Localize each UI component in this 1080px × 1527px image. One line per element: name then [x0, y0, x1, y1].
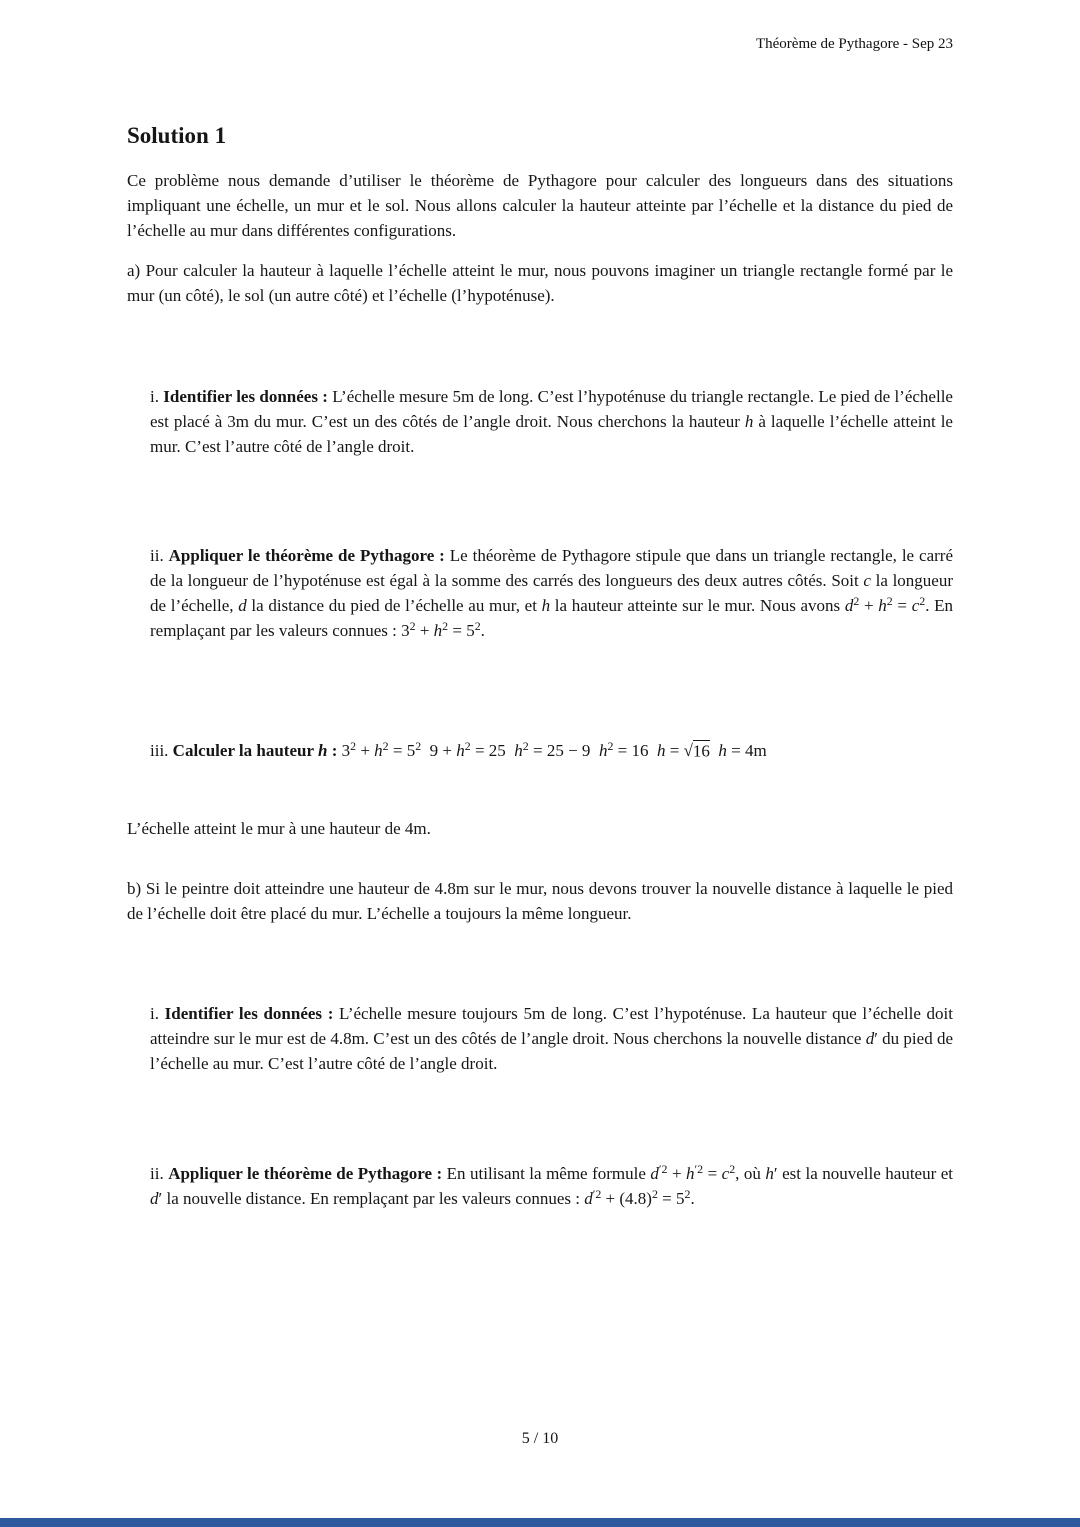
list-item-a-i: i. Identifier les données : L’échelle mesure 5m de long. C’est l’hypoténuse du triangle rectangle. Le pied de l’échelle est placé à 3m du mur. C’est un des côtés de l’angle droit. Nous cherchons la hauteur h à laquelle l’échelle atteint le mur. C’est l’autre côté de l’angle droit.	[150, 387, 953, 456]
paragraph-conclusion-a: L’échelle atteint le mur à une hauteur de 4m.	[127, 819, 431, 838]
list-item-a-ii: ii. Appliquer le théorème de Pythagore : Le théorème de Pythagore stipule que dans un triangle rectangle, le carré de la longueur de l’hypoténuse est égal à la somme des carrés des longueurs des deux autres côtés. Soit c la longueur de l’échelle, d la distance du pied de l’échelle au mur, et h la hauteur atteinte sur le mur. Nous avons $d^2 + h^2 = c^2$. En remplaçant par les valeurs connues : $3^2 + h^2 = 5^2$.	[150, 546, 954, 640]
page-header-text: Théorème de Pythagore - Sep 23	[755, 36, 953, 52]
paragraph-part-b: b) Si le peintre doit atteindre une hauteur de 4.8m sur le mur, nous devons trouver la nouvelle distance à laquelle le pied de l’échelle doit être placé du mur. L’échelle a toujours la même longueur.	[127, 879, 953, 923]
page-header	[127, 34, 953, 54]
list-item-b-i: i. Identifier les données : L’échelle mesure toujours 5m de long. C’est l’hypoténuse. La hauteur que l’échelle doit atteindre sur le mur est de 4.8m. C’est un des côtés de l’angle droit. Nous cherchons la nouvelle distance d′ du pied de l’échelle au mur. C’est l’autre côté de l’angle droit.	[150, 1004, 953, 1073]
paragraph-part-a: a) Pour calculer la hauteur à laquelle l’échelle atteint le mur, nous pouvons imaginer un triangle rectangle formé par le mur (un côté), le sol (un autre côté) et l’échelle (l’hypoténuse).	[127, 261, 953, 305]
page-number: 5 / 10	[521, 1430, 559, 1447]
section-title: Solution 1	[127, 123, 227, 148]
paragraph-intro: Ce problème nous demande d’utiliser le théorème de Pythagore pour calculer des longueurs dans des situations impliquant une échelle, un mur et le sol. Nous allons calculer la hauteur atteinte par l’échelle et la distance du pied de l’échelle au mur dans différentes configurations.	[127, 171, 953, 240]
list-item-b-ii: ii. Appliquer le théorème de Pythagore : En utilisant la même formule $d^{'2} + h^{'2} = c^2$, où h′ est la nouvelle hauteur et d′ la nouvelle distance. En remplaçant par les valeurs connues : $d^{'2} + (4.8)^2 = 5^2$.	[150, 1162, 954, 1208]
bottom-bar	[0, 1518, 1080, 1527]
page-footer	[0, 1430, 1080, 1448]
list-item-a-iii: iii. Calculer la hauteur h : $3^2 + h^2 = 5^2$ $9 + h^2 = 25$ $h^2 = 25 - 9$ $h^2 = 16$ h = √16 h = 4m	[150, 739, 767, 760]
